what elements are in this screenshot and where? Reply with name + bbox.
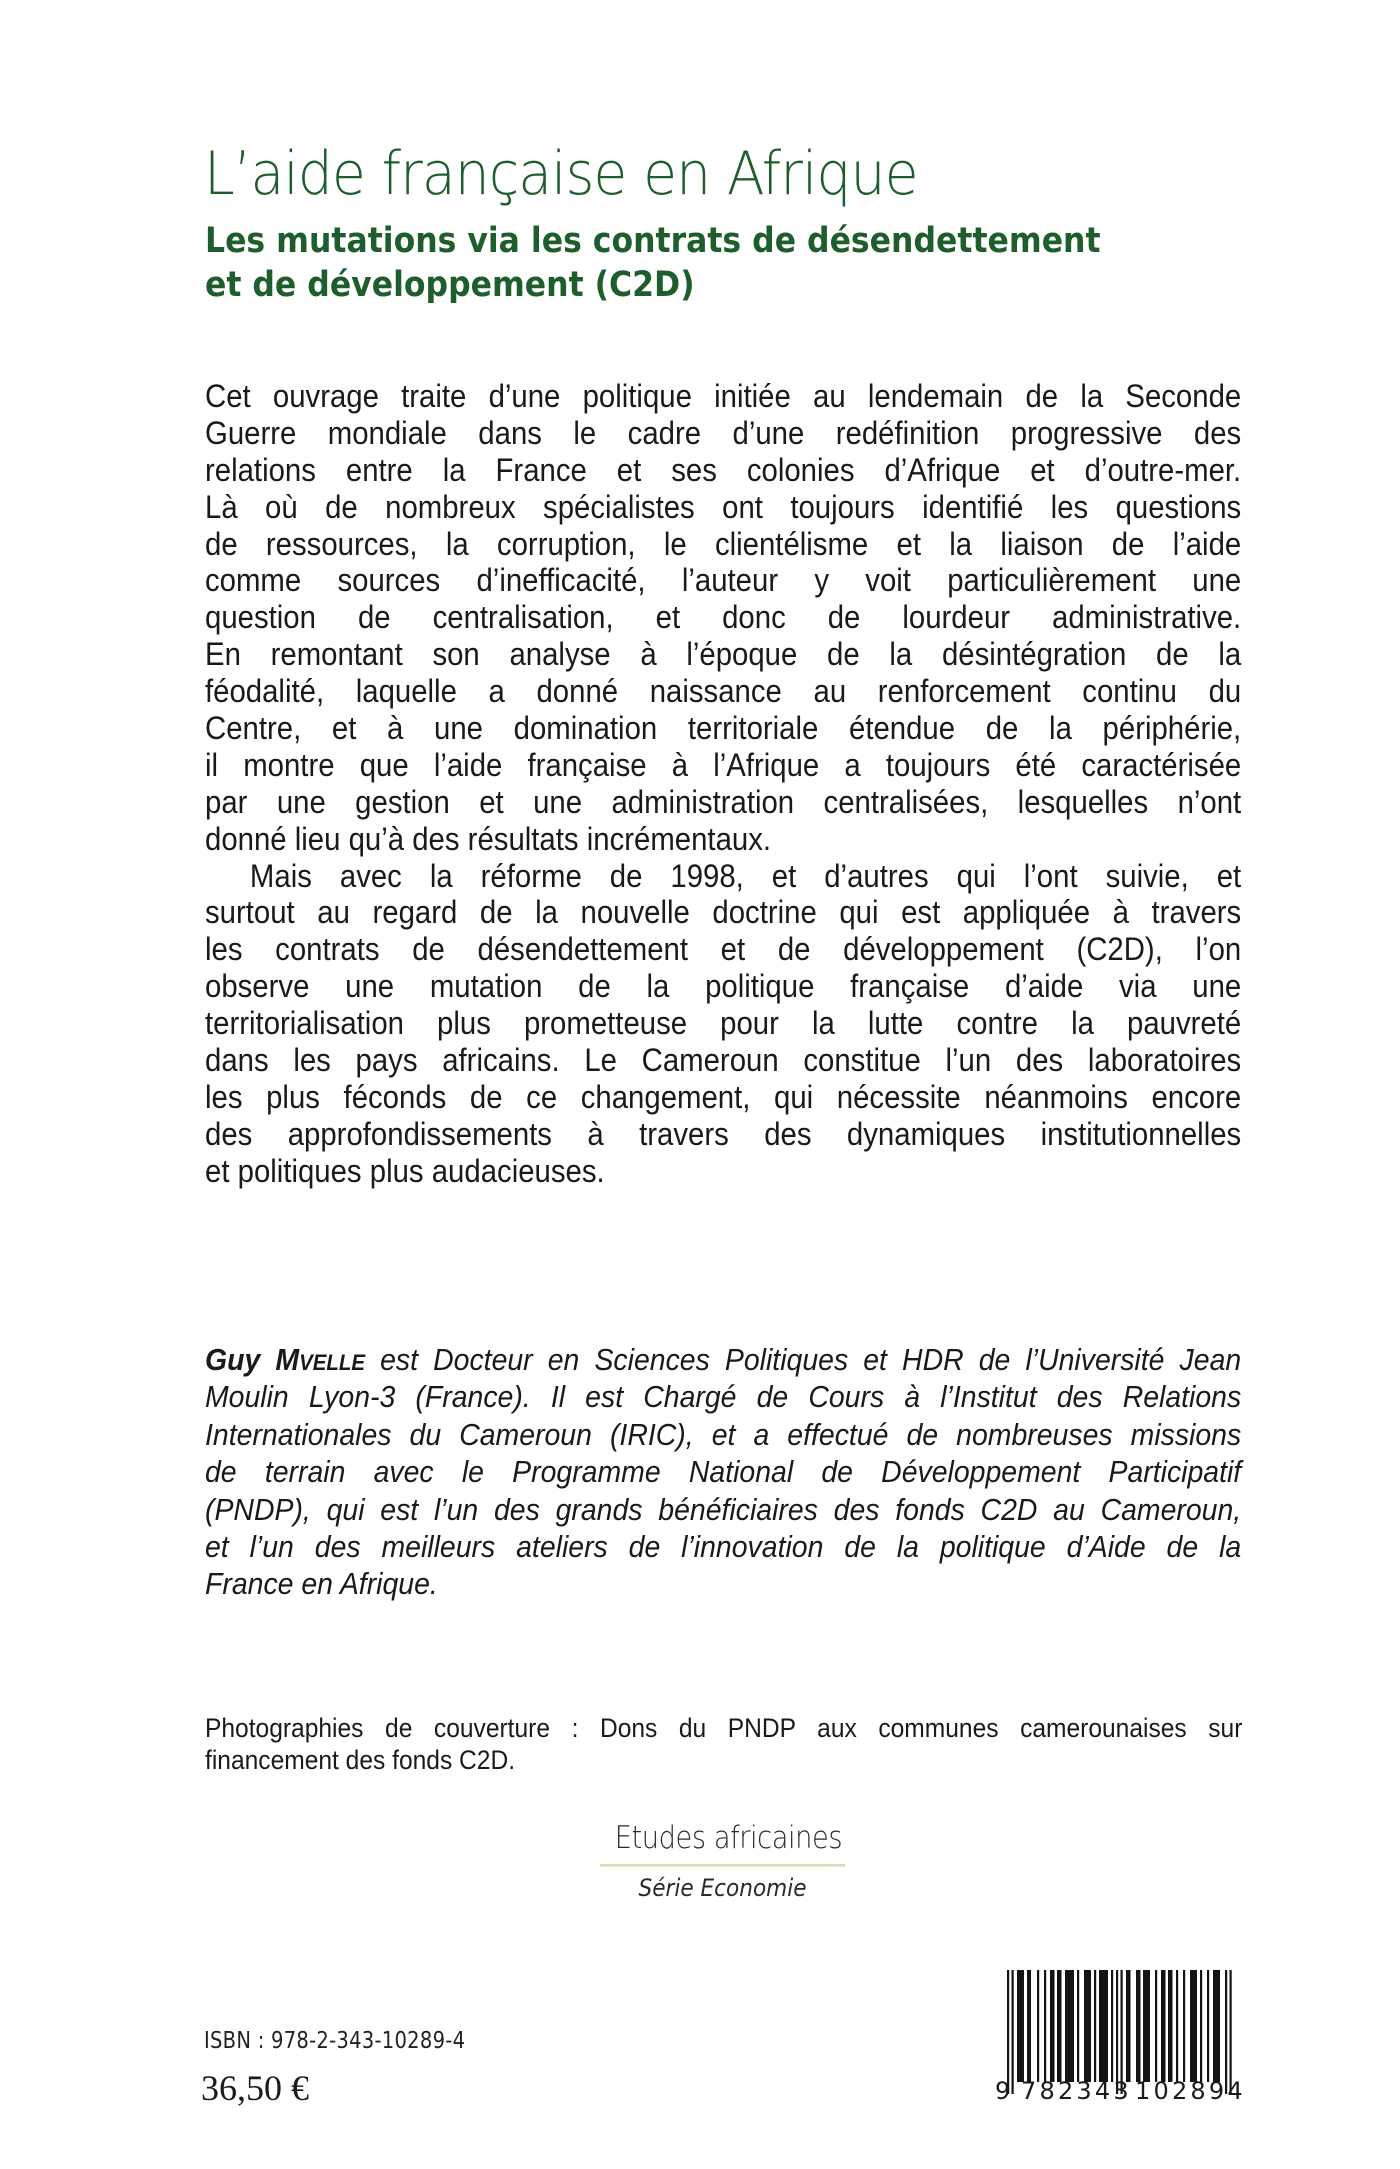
subtitle-line: et de développement (C2D) [205,265,695,305]
text-line: de ressources, la corruption, le clientélisme et la liaison de l’aide [205,525,1242,562]
author-name-smallcaps: VELLE [299,1350,366,1375]
text-line: Là où de nombreux spécialistes ont toujours identifié les questions [205,488,1242,525]
text-line: et l’un des meilleurs ateliers de l’innovation de la politique d’Aide de la [205,1528,1242,1564]
book-subtitle [205,219,1101,307]
text-line: Mais avec la réforme de 1998, et d’autres qui l’ont suivie, et [249,857,1242,894]
text-line: Cet ouvrage traite d’une politique initiée au lendemain de la Seconde [205,378,1242,414]
text-line: territorialisation plus prometteuse pour la lutte contre la pauvreté [205,1005,1242,1042]
text-line: et politiques plus audacieuses. [205,1152,605,1189]
text-line: de terrain avec le Programme National de Développement Participatif [205,1454,1242,1490]
book-title: L’aide française en Afrique [204,139,918,209]
text-line: par une gestion et une administration centralisées, lesquelles n’ont [205,783,1242,820]
series-name: Etudes africaines [614,1820,843,1856]
text-line: financement des fonds C2D. [205,1745,516,1775]
author-name: Guy M [205,1342,300,1377]
text-line: il montre que l’aide française à l’Afrique a toujours été caractérisée [205,746,1242,783]
ean13-barcode-icon [995,1968,1250,2108]
text-line: les plus féconds de ce changement, qui nécessite néanmoins encore [205,1078,1242,1115]
text-line: dans les pays africains. Le Cameroun constitue l’un des laboratoires [205,1042,1242,1079]
text-line: En remontant son analyse à l’époque de la désintégration de la [205,636,1242,673]
text-line: Guerre mondiale dans le cadre d’une redéfinition progressive des [205,414,1242,451]
text-line: Moulin Lyon-3 (France). Il est Chargé de Cours à l’Institut des Relations [205,1379,1242,1415]
isbn: ISBN : 978-2-343-10289-4 [204,2028,466,2054]
text-line: surtout au regard de la nouvelle doctrine qui est appliquée à travers [205,894,1242,931]
barcode-digits: 9 782343 102894 [995,2077,1246,2105]
text-line: féodalité, laquelle a donné naissance au renforcement continu du [205,673,1242,710]
text-line: observe une mutation de la politique française d’aide via une [205,968,1242,1005]
text-line: Internationales du Cameroun (IRIC), et a effectué de nombreuses missions [205,1416,1242,1452]
text-line: donné lieu qu’à des résultats incrémentaux. [205,820,772,857]
author-bio [205,1341,1242,1603]
text-line: (PNDP), qui est l’un des grands bénéficiaires des fonds C2D au Cameroun, [205,1491,1242,1527]
text-line: Guy MVELLE est Docteur en Sciences Politiques et HDR de l’Université Jean [205,1342,1242,1377]
price: 36,50 € [201,2068,309,2108]
text-line: les contrats de désendettement et de développement (C2D), l’on [205,931,1242,968]
blurb-paragraph-1 [205,378,1242,858]
blurb [205,378,1242,1190]
blurb-paragraph-2 [205,858,1242,1190]
series-divider [600,1864,845,1867]
text-line: relations entre la France et ses colonies d’Afrique et d’outre-mer. [205,451,1242,488]
text-line: comme sources d’inefficacité, l’auteur y voit particulièrement une [205,562,1242,599]
subtitle-line: Les mutations via les contrats de désendettement [205,221,1101,261]
series-label [600,1818,845,1903]
text-line: France en Afrique. [205,1566,438,1602]
text-line: question de centralisation, et donc de lourdeur administrative. [205,599,1242,636]
text-line: des approfondissements à travers des dynamiques institutionnelles [205,1115,1242,1152]
photo-credits [205,1712,1242,1776]
subseries-name: Série Economie [638,1874,807,1902]
text-line: Centre, et à une domination territoriale étendue de la périphérie, [205,710,1242,747]
text-line: Photographies de couverture : Dons du PNDP aux communes camerounaises sur [205,1713,1243,1743]
